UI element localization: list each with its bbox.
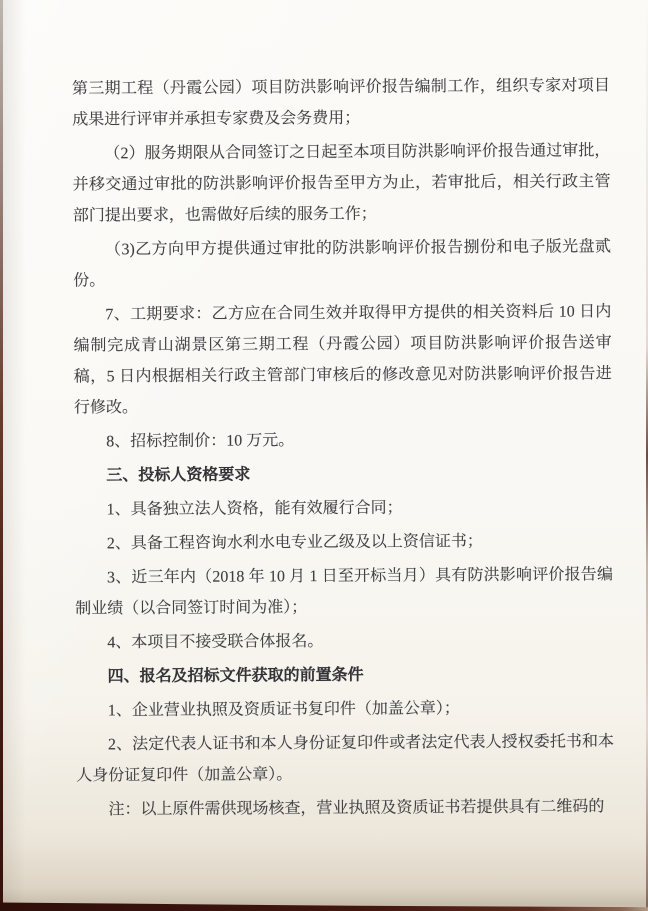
para-project-scope-continuation: 第三期工程（丹霞公园）项目防洪影响评价报告编制工作，组织专家对项目成果进行评审并承担专家费及会务费用； (71, 77, 611, 129)
para-service-period: （2）服务期限从合同签订之日起至本项目防洪影响评价报告通过审批，并移交通过审批的防洪影响评价报告至甲方为止，若审批后，相关行政主管部门提出要求，也需做好后续的服务工作； (72, 142, 611, 225)
item-precondition-2: 2、法定代表人证书和本人身份证复印件或者法定代表人授权委托书和本人身份证复印件（加盖公章）。 (76, 733, 615, 785)
para-schedule-requirement: 7、工期要求：乙方应在合同生效并取得甲方提供的相关资料后 10 日内编制完成青山湖景区第三期工程（丹霞公园）项目防洪影响评价报告送审稿，5 日内根据相关行政主管部门审核后的修改意见对防洪影响评价报告进行修改。 (73, 303, 612, 417)
para-note-original-verification: 注：以上原件需供现场核查，营业执照及资质证书若提供具有二维码的 (108, 798, 605, 819)
item-qualification-3: 3、近三年内（2018 年 10 月 1 日至开标当月）具有防洪影响评价报告编制业绩（以合同签订时间为准）； (75, 566, 614, 618)
item-qualification-1: 1、具备独立法人资格，能有效履行合同； (106, 499, 403, 519)
para-price-ceiling: 8、招标控制价：10 万元。 (106, 432, 295, 451)
desk-edge-bottom (0, 901, 648, 911)
para-deliverables: （3)乙方向甲方提供通过审批的防洪影响评价报告捌份和电子版光盘贰份。 (73, 238, 612, 290)
heading-registration-preconditions: 四、报名及招标文件获取的前置条件 (107, 666, 364, 686)
item-qualification-4: 4、本项目不接受联合体报名。 (107, 633, 324, 652)
item-precondition-1: 1、企业营业执照及资质证书复印件（加盖公章）； (107, 700, 460, 720)
item-qualification-2: 2、具备工程咨询水利水电专业乙级及以上资信证书； (106, 533, 483, 553)
heading-bidder-qualifications: 三、投标人资格要求 (106, 466, 251, 485)
